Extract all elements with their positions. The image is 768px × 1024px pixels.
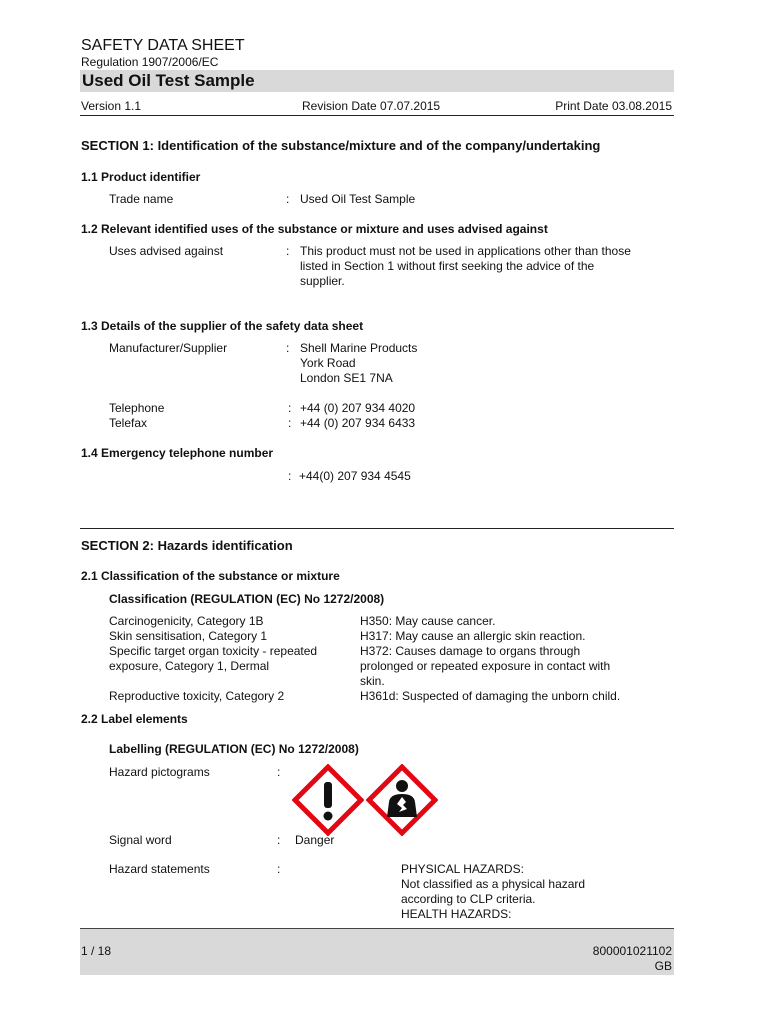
uses-advised-against-line: listed in Section 1 without first seeking the advice of the <box>300 259 595 273</box>
supplier-name: Shell Marine Products <box>300 341 418 355</box>
document-number: 800001021102 <box>592 944 672 958</box>
uses-advised-against-label: Uses advised against <box>109 244 224 258</box>
hazard-statements-line: HEALTH HAZARDS: <box>401 907 512 921</box>
emergency-telephone-value: +44(0) 207 934 4545 <box>299 469 411 483</box>
regulation-reference: Regulation 1907/2006/EC <box>81 55 219 69</box>
product-name: Used Oil Test Sample <box>82 71 255 90</box>
document-title: SAFETY DATA SHEET <box>81 37 245 54</box>
telefax-value: +44 (0) 207 934 6433 <box>300 416 416 430</box>
header-divider <box>80 115 674 116</box>
s1-4-heading: 1.4 Emergency telephone number <box>81 446 274 460</box>
page-number: 1 / 18 <box>81 944 112 958</box>
colon: : <box>286 192 290 206</box>
trade-name-label: Trade name <box>109 192 174 206</box>
version-label: Version 1.1 <box>81 99 142 113</box>
classification-item-continued: exposure, Category 1, Dermal <box>109 659 270 673</box>
classification-item: Carcinogenicity, Category 1B <box>109 614 264 628</box>
s2-2-heading: 2.2 Label elements <box>81 712 188 726</box>
signal-word-value: Danger <box>295 833 335 847</box>
s1-3-heading: 1.3 Details of the supplier of the safety data sheet <box>81 319 364 333</box>
hazard-statement: H317: May cause an allergic skin reaction. <box>360 629 586 643</box>
trade-name-value: Used Oil Test Sample <box>300 192 416 206</box>
uses-advised-against-line: This product must not be used in applications other than those <box>300 244 631 258</box>
hazard-statements-line: Not classified as a physical hazard <box>401 877 586 891</box>
colon: : <box>288 401 292 415</box>
telefax-label: Telefax <box>109 416 148 430</box>
telephone-value: +44 (0) 207 934 4020 <box>300 401 416 415</box>
colon: : <box>277 765 281 779</box>
supplier-address-line: York Road <box>300 356 356 370</box>
supplier-address-line: London SE1 7NA <box>300 371 393 385</box>
hazard-statement: H372: Causes damage to organs through <box>360 644 581 658</box>
hazard-pictograms-label: Hazard pictograms <box>109 765 210 779</box>
colon: : <box>277 862 281 876</box>
section1-heading: SECTION 1: Identification of the substance/mixture and of the company/undertaking <box>81 138 601 153</box>
hazard-statement-continued: skin. <box>360 674 385 688</box>
telephone-label: Telephone <box>109 401 165 415</box>
uses-advised-against-line: supplier. <box>300 274 345 288</box>
hazard-statement: H350: May cause cancer. <box>360 614 496 628</box>
print-date: Print Date 03.08.2015 <box>555 99 672 113</box>
product-name-bar <box>80 70 674 92</box>
classification-subheading: Classification (REGULATION (EC) No 1272/2008) <box>109 592 385 606</box>
colon: : <box>288 469 292 483</box>
revision-date: Revision Date 07.07.2015 <box>302 99 441 113</box>
hazard-statements-line: according to CLP criteria. <box>401 892 536 906</box>
labelling-subheading: Labelling (REGULATION (EC) No 1272/2008) <box>109 742 359 756</box>
section2-heading: SECTION 2: Hazards identification <box>81 538 293 553</box>
classification-item: Skin sensitisation, Category 1 <box>109 629 268 643</box>
section-divider <box>80 528 674 529</box>
signal-word-label: Signal word <box>109 833 172 847</box>
s1-1-heading: 1.1 Product identifier <box>81 170 201 184</box>
exclamation-mark-icon <box>292 764 364 836</box>
classification-item: Reproductive toxicity, Category 2 <box>109 689 285 703</box>
colon: : <box>286 341 290 355</box>
colon: : <box>286 244 290 258</box>
page-footer <box>80 928 674 975</box>
hazard-statements-label: Hazard statements <box>109 862 210 876</box>
hazard-statement: H361d: Suspected of damaging the unborn child. <box>360 689 621 703</box>
health-hazard-icon <box>366 764 438 836</box>
colon: : <box>277 833 281 847</box>
s2-1-heading: 2.1 Classification of the substance or mixture <box>81 569 340 583</box>
colon: : <box>288 416 292 430</box>
hazard-statements-line: PHYSICAL HAZARDS: <box>401 862 524 876</box>
locale-code: GB <box>654 959 672 973</box>
s1-2-heading: 1.2 Relevant identified uses of the substance or mixture and uses advised against <box>81 222 548 236</box>
supplier-label: Manufacturer/Supplier <box>109 341 228 355</box>
classification-item: Specific target organ toxicity - repeated <box>109 644 318 658</box>
hazard-statement-continued: prolonged or repeated exposure in contact with <box>360 659 611 673</box>
